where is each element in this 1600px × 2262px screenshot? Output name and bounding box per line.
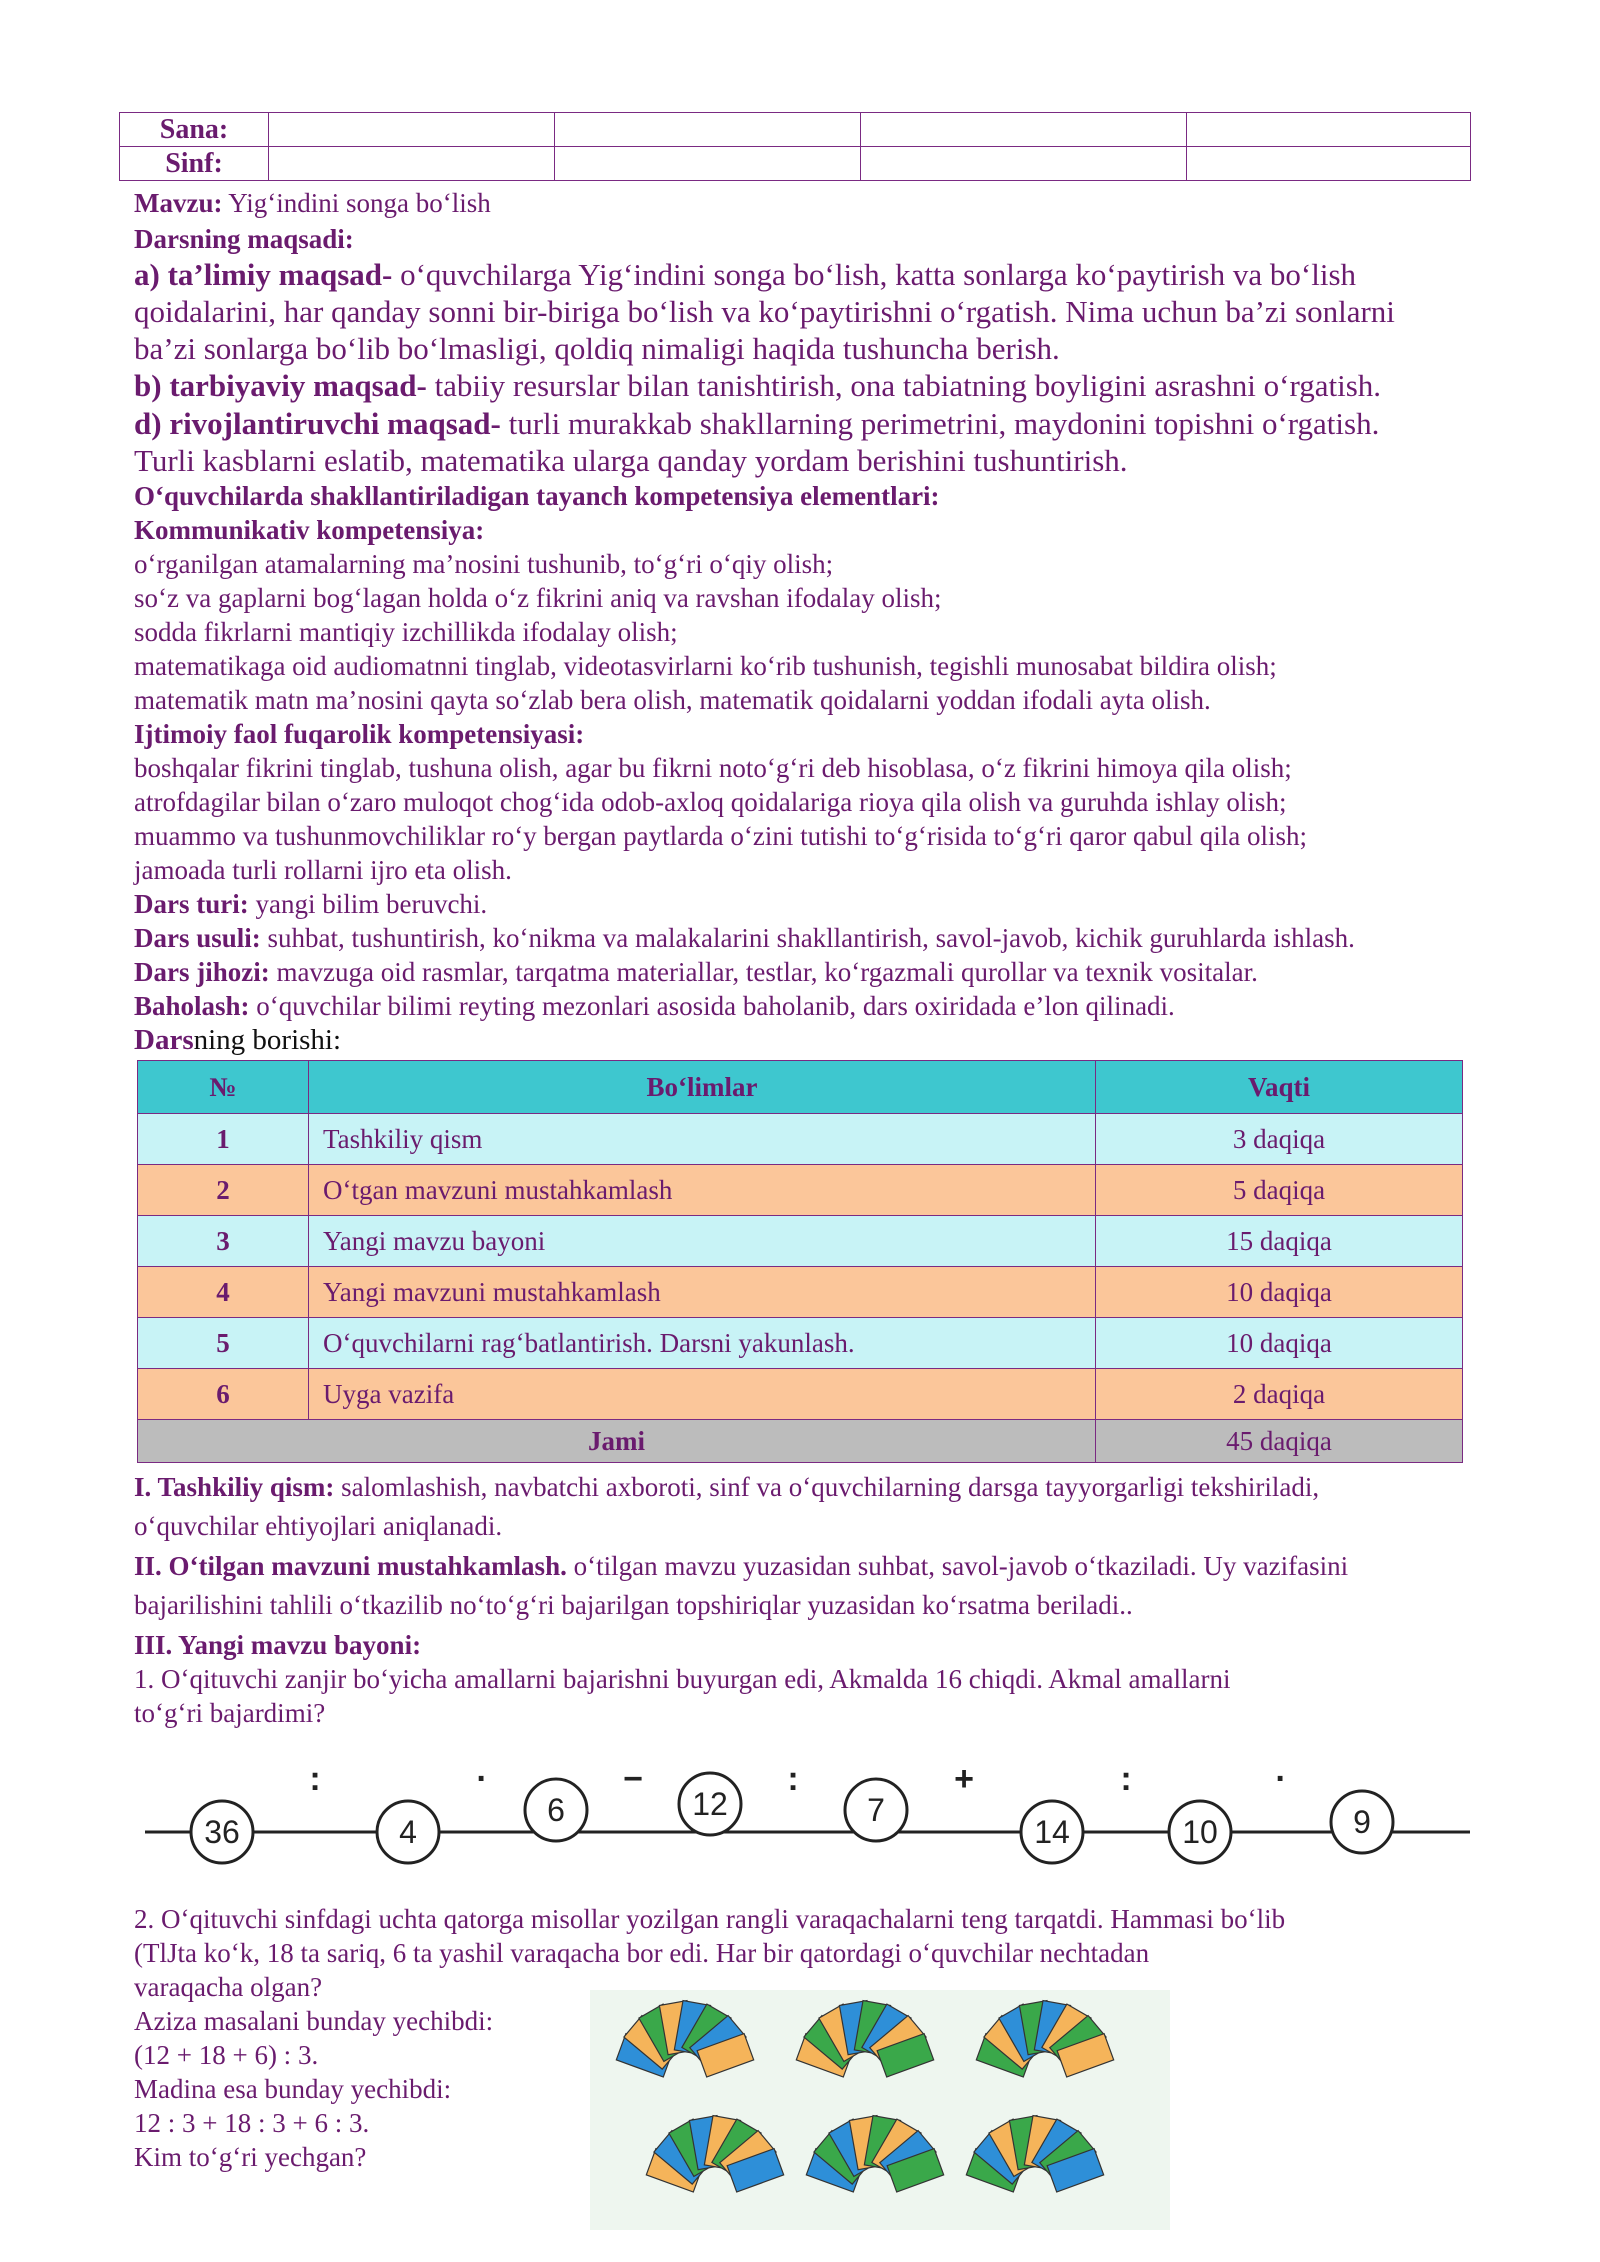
grading-line (134, 989, 1175, 1023)
social-item: boshqalar fikrini tinglab, tushuna olish, agar bu fikrni noto‘g‘ri deb hisoblasa, o‘z fikrini himoya qila olish; (134, 753, 1292, 783)
goal-a-line2: qoidalarini, har qanday sonni bir-biriga bo‘lish va ko‘paytirishni o‘rgatish. Nima uchun ba’zi sonlarni (134, 294, 1395, 329)
social-item: atrofdagilar bilan o‘zaro muloqot chog‘ida odob-axloq qoidalariga rioya qila olish va guruhda ishlay olish; (134, 787, 1287, 817)
goals-title: Darsning maqsadi: (134, 224, 354, 254)
chain-number: 7 (867, 1792, 885, 1828)
table-row (138, 1267, 1463, 1318)
task-1-line1: 1. O‘qituvchi zanjir bo‘yicha amallarni bajarishni buyurgan edi, Akmalda 16 chiqdi. Akmal amallarni (134, 1664, 1231, 1694)
chain-number: 14 (1034, 1814, 1070, 1850)
comm-title: Kommunikativ kompetensiya: (134, 515, 485, 545)
task-2-line1: 2. O‘qituvchi sinfdagi uchta qatorga misollar yozilgan rangli varaqachalarni teng tarqatdi. Hammasi bo‘lib (134, 1904, 1286, 1934)
row-number: 2 (138, 1165, 309, 1216)
total-row (138, 1420, 1463, 1463)
row-time: 2 daqiqa (1096, 1369, 1463, 1420)
lesson-flow-title-b: ning borishi: (193, 1024, 342, 1056)
topic-value: Yig‘indini songa bo‘lish (222, 188, 491, 218)
table-row (138, 1114, 1463, 1165)
goal-b-label: b) tarbiyaviy maqsad- (134, 368, 427, 403)
lesson-plan-table (137, 1060, 1463, 1463)
row-section: O‘tgan mavzuni mustahkamlash (309, 1165, 1096, 1216)
col-number: № (138, 1061, 309, 1114)
date-class-table (119, 112, 1471, 181)
task-2-aziza: Aziza masalani bunday yechibdi: (134, 2006, 494, 2036)
lesson-method-value: suhbat, tushuntirish, ko‘nikma va malakalarini shakllantirish, savol-javob, kichik guruhlarda ishlash. (260, 923, 1355, 953)
lesson-method-label: Dars usuli: (134, 923, 261, 953)
colored-cards-illustration (590, 1990, 1170, 2230)
chain-operator: : (309, 1760, 321, 1798)
chain-number: 36 (204, 1814, 240, 1850)
chain-number: 12 (692, 1786, 728, 1822)
goal-a-label: a) ta’limiy maqsad- (134, 257, 393, 292)
row-number: 3 (138, 1216, 309, 1267)
col-time: Vaqti (1096, 1061, 1463, 1114)
date-label: Sana: (120, 113, 269, 147)
table-row (138, 1165, 1463, 1216)
goal-a-line3: ba’zi sonlarga bo‘lib bo‘lmasligi, qoldiq nimaligi haqida tushuncha berish. (134, 331, 1060, 366)
task-2-line2: (TlJta ko‘k, 18 ta sariq, 6 ta yashil varaqacha bor edi. Har bir qatordagi o‘quvchilar nechtadan (134, 1938, 1150, 1968)
goal-d-label: d) rivojlantiruvchi maqsad- (134, 406, 501, 441)
comm-item: matematik matn ma’nosini qayta so‘zlab bera olish, matematik qoidalarni yoddan ifodali ayta olish. (134, 685, 1211, 715)
lesson-flow-title-a: Dars (134, 1024, 194, 1056)
row-time: 5 daqiqa (1096, 1165, 1463, 1216)
chain-operator: : (1120, 1760, 1132, 1798)
table-row (138, 1216, 1463, 1267)
row-time: 3 daqiqa (1096, 1114, 1463, 1165)
lesson-flow-title (134, 1023, 341, 1057)
row-number: 4 (138, 1267, 309, 1318)
class-cell-2 (555, 147, 861, 181)
class-cell-4 (1187, 147, 1471, 181)
chain-number: 10 (1182, 1814, 1218, 1850)
task-2-line3: varaqacha olgan? (134, 1972, 323, 2002)
section-1-line2: o‘quvchilar ehtiyojlari aniqlanadi. (134, 1511, 503, 1541)
lesson-equip-label: Dars jihozi: (134, 957, 270, 987)
chain-operator: − (623, 1760, 643, 1798)
operation-chain-diagram (140, 1760, 1480, 1880)
section-1-line1 (134, 1468, 1480, 1507)
goal-d-line2: Turli kasblarni eslatib, matematika ularga qanday yordam berishini tushuntirish. (134, 443, 1128, 478)
task-2-madina-solution: 12 : 3 + 18 : 3 + 6 : 3. (134, 2108, 370, 2138)
goal-d-text: turli murakkab shakllarning perimetrini, maydonini topishni o‘rgatish. (500, 406, 1380, 441)
row-time: 10 daqiqa (1096, 1267, 1463, 1318)
chain-operator: + (954, 1760, 974, 1798)
date-cell-1 (269, 113, 555, 147)
topic-line (134, 186, 491, 220)
lesson-method-line (134, 921, 1355, 955)
row-section: Tashkiliy qism (309, 1114, 1096, 1165)
task-1-line2: to‘g‘ri bajardimi? (134, 1698, 326, 1728)
section-2-text: o‘tilgan mavzu yuzasidan suhbat, savol-javob o‘tkaziladi. Uy vazifasini (566, 1551, 1349, 1581)
chain-number: 4 (399, 1814, 417, 1850)
goal-a-line1 (134, 256, 1356, 293)
row-section: Yangi mavzu bayoni (309, 1216, 1096, 1267)
lesson-type-line (134, 887, 487, 921)
lesson-type-label: Dars turi: (134, 889, 249, 919)
social-item: jamoada turli rollarni ijro eta olish. (134, 855, 512, 885)
topic-label: Mavzu: (134, 188, 223, 218)
lesson-equip-line (134, 955, 1258, 989)
task-2-question: Kim to‘g‘ri yechgan? (134, 2142, 367, 2172)
date-cell-4 (1187, 113, 1471, 147)
row-section: Yangi mavzuni mustahkamlash (309, 1267, 1096, 1318)
section-2-label: II. O‘tilgan mavzuni mustahkamlash. (134, 1551, 567, 1581)
comm-item: sodda fikrlarni mantiqiy izchillikda ifodalay olish; (134, 617, 678, 647)
comm-item: o‘rganilgan atamalarning ma’nosini tushunib, to‘g‘ri o‘qiy olish; (134, 549, 834, 579)
col-sections: Bo‘limlar (309, 1061, 1096, 1114)
row-number: 5 (138, 1318, 309, 1369)
task-2-aziza-solution: (12 + 18 + 6) : 3. (134, 2040, 319, 2070)
goal-d-line1 (134, 405, 1379, 442)
table-row (138, 1318, 1463, 1369)
chain-number: 6 (547, 1792, 565, 1828)
total-label: Jami (138, 1420, 1096, 1463)
row-number: 1 (138, 1114, 309, 1165)
chain-number: 9 (1353, 1804, 1371, 1840)
chain-operator: : (787, 1760, 799, 1798)
date-cell-2 (555, 113, 861, 147)
section-1-text: salomlashish, navbatchi axboroti, sinf va o‘quvchilarning darsga tayyorgarligi tekshiriladi, (334, 1472, 1320, 1502)
task-2-madina: Madina esa bunday yechibdi: (134, 2074, 452, 2104)
row-time: 10 daqiqa (1096, 1318, 1463, 1369)
section-2-line2: bajarilishini tahlili o‘tkazilib no‘to‘g‘ri bajarilgan topshiriqlar yuzasidan ko‘rsatma beriladi.. (134, 1590, 1133, 1620)
social-item: muammo va tushunmovchiliklar ro‘y bergan paytlarda o‘zini tutishi to‘g‘risida to‘g‘ri qaror qabul qila olish; (134, 821, 1307, 851)
lesson-equip-value: mavzuga oid rasmlar, tarqatma materiallar, testlar, ko‘rgazmali qurollar va texnik vositalar. (269, 957, 1258, 987)
grading-label: Baholash: (134, 991, 250, 1021)
class-cell-3 (861, 147, 1187, 181)
table-row (138, 1369, 1463, 1420)
class-label: Sinf: (120, 147, 269, 181)
comm-item: matematikaga oid audiomatnni tinglab, videotasvirlarni ko‘rib tushunish, tegishli munosabat bildira olish; (134, 651, 1277, 681)
row-section: O‘quvchilarni rag‘batlantirish. Darsni yakunlash. (309, 1318, 1096, 1369)
section-2-line1 (134, 1547, 1480, 1586)
comm-item: so‘z va gaplarni bog‘lagan holda o‘z fikrini aniq va ravshan ifodalay olish; (134, 583, 942, 613)
chain-operator: · (1275, 1760, 1287, 1798)
goal-b-line (134, 367, 1381, 404)
chain-operator: · (476, 1760, 488, 1798)
total-time: 45 daqiqa (1096, 1420, 1463, 1463)
competencies-title: O‘quvchilarda shakllantiriladigan tayanch kompetensiya elementlari: (134, 481, 940, 511)
class-cell-1 (269, 147, 555, 181)
section-3-label: III. Yangi mavzu bayoni: (134, 1630, 422, 1660)
date-cell-3 (861, 113, 1187, 147)
row-number: 6 (138, 1369, 309, 1420)
row-section: Uyga vazifa (309, 1369, 1096, 1420)
goal-a-text: o‘quvchilarga Yig‘indini songa bo‘lish, katta sonlarga ko‘paytirish va bo‘lish (392, 257, 1357, 292)
lesson-type-value: yangi bilim beruvchi. (248, 889, 488, 919)
goal-b-text: tabiiy resurslar bilan tanishtirish, ona tabiatning boyligini asrashni o‘rgatish. (426, 368, 1382, 403)
grading-value: o‘quvchilar bilimi reyting mezonlari asosida baholanib, dars oxiridada e’lon qilinadi. (249, 991, 1175, 1021)
social-title: Ijtimoiy faol fuqarolik kompetensiyasi: (134, 719, 585, 749)
row-time: 15 daqiqa (1096, 1216, 1463, 1267)
section-1-label: I. Tashkiliy qism: (134, 1472, 335, 1502)
